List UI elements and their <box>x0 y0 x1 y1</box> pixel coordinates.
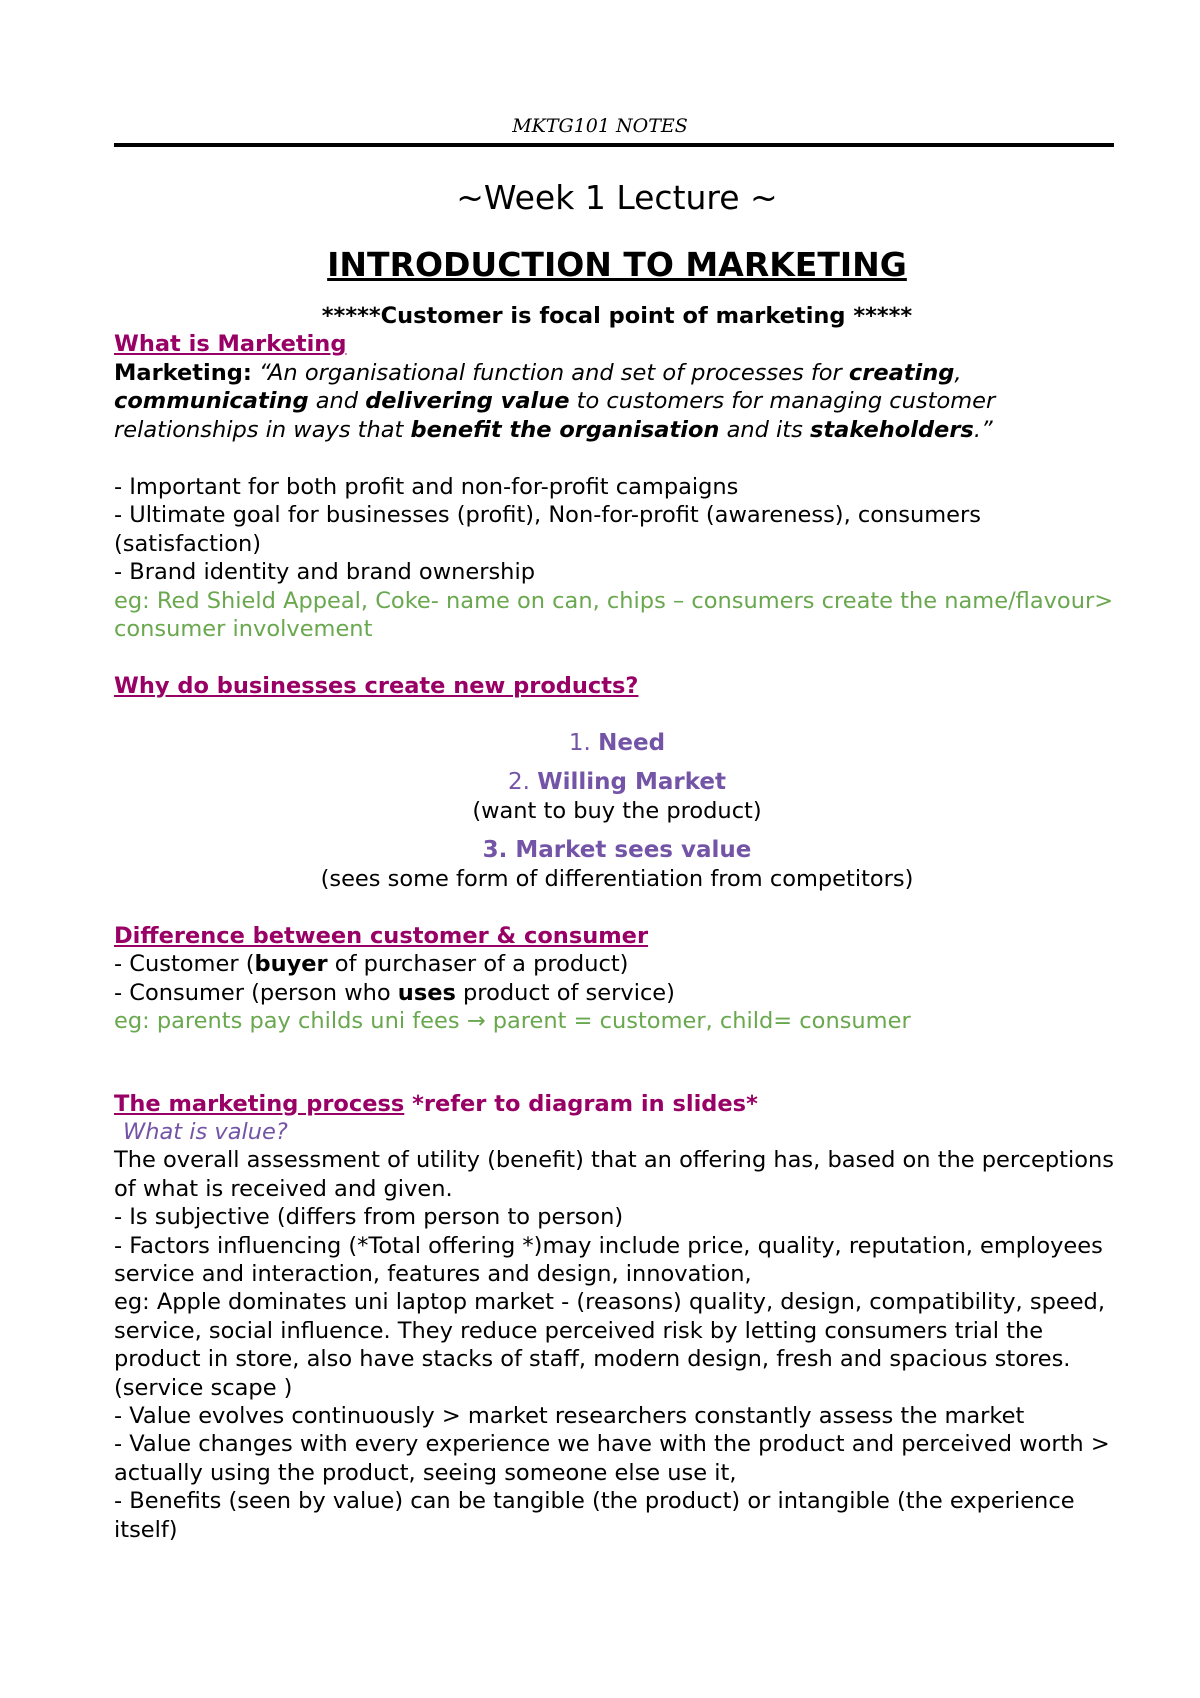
spacer <box>114 444 1120 473</box>
week-heading: ~Week 1 Lecture ~ <box>456 178 778 217</box>
spacer <box>114 825 1120 836</box>
definition-text: and its <box>719 416 811 443</box>
reason-label: Market sees value <box>515 837 752 864</box>
section-heading-text: The marketing process <box>114 1090 405 1117</box>
reason-label: Willing Market <box>537 769 727 796</box>
reason-number: 1. <box>568 729 591 756</box>
spacer <box>114 701 1120 729</box>
body-line: eg: Apple dominates uni laptop market - (reasons) quality, design, compatibility, speed, service, social influence. They reduce perceived risk by letting consumers trial the product in store, also have stacks of staff, modern design, fresh and spacious stores. (service scape ) <box>114 1289 1105 1401</box>
definition-emph: stakeholders <box>810 416 974 443</box>
bullet-line: - Ultimate goal for businesses (profit), Non-for-profit (awareness), consumers (satisfaction) <box>114 502 981 557</box>
section-heading-marketing-process <box>114 1090 1120 1118</box>
reason-subtext: (want to buy the product) <box>472 797 762 824</box>
definition-emph: delivering value <box>365 388 570 415</box>
reason-label: Need <box>598 729 666 756</box>
bullet-text: of purchaser of a product) <box>327 951 629 978</box>
spacer <box>114 1036 1120 1090</box>
section-heading-customer-vs-consumer: Difference between customer & consumer <box>114 922 649 949</box>
header-rule <box>114 143 1114 147</box>
definition-text: to customers for managing customer relationships in ways that <box>114 388 996 443</box>
body-line: - Benefits (seen by value) can be tangible (the product) or intangible (the experience itself) <box>114 1488 1075 1543</box>
marketing-definition <box>114 359 1120 444</box>
bullet-line-customer <box>114 950 1120 978</box>
section-heading-note: *refer to diagram in slides* <box>404 1090 758 1117</box>
section-heading-why-new-products: Why do businesses create new products? <box>114 673 639 700</box>
reason-number: 2. <box>507 769 530 796</box>
bullet-text: product of service) <box>455 979 675 1006</box>
bullet-line-consumer <box>114 979 1120 1007</box>
document-body <box>114 176 1120 1544</box>
focal-point-note: *****Customer is focal point of marketing ***** <box>321 303 913 329</box>
reason-item-market-sees-value <box>114 836 1120 864</box>
bullet-text: - Customer ( <box>114 951 255 978</box>
body-line: - Value evolves continuously > market researchers constantly assess the market <box>114 1403 1025 1429</box>
body-line: - Value changes with every experience we have with the product and perceived worth > actually using the product, seeing someone else use it, <box>114 1431 1110 1486</box>
definition-emph: communicating <box>114 388 309 415</box>
definition-text: , <box>954 359 962 386</box>
body-line: - Factors influencing (*Total offering *)may include price, quality, reputation, employees service and interaction, features and design, innovation, <box>114 1232 1103 1287</box>
definition-emph: benefit the organisation <box>410 416 720 443</box>
spacer <box>114 893 1120 922</box>
definition-emph: creating <box>848 359 955 386</box>
reason-number: 3. <box>482 837 508 864</box>
bullet-text: - Consumer (person who <box>114 979 398 1006</box>
spacer <box>114 643 1120 672</box>
body-line: - Is subjective (differs from person to person) <box>114 1204 624 1231</box>
body-line: The overall assessment of utility (benefit) that an offering has, based on the perceptions of what is received and given. <box>114 1147 1114 1202</box>
document-title: INTRODUCTION TO MARKETING <box>327 245 907 284</box>
definition-text: “An organisational function and set of processes for <box>251 359 849 386</box>
bullet-emph: buyer <box>254 951 328 978</box>
example-line: eg: parents pay childs uni fees → parent = customer, child= consumer <box>114 1008 911 1035</box>
subheading-what-is-value: What is value? <box>123 1118 288 1145</box>
spacer <box>114 757 1120 768</box>
definition-text: and <box>308 388 366 415</box>
section-heading-what-is-marketing: What is Marketing <box>114 331 347 358</box>
definition-text: .” <box>973 416 993 443</box>
reason-item-willing-market <box>114 768 1120 796</box>
reason-subtext: (sees some form of differentiation from competitors) <box>320 865 914 892</box>
reason-item-need <box>114 729 1120 757</box>
example-line: eg: Red Shield Appeal, Coke- name on can, chips – consumers create the name/flavour> consumer involvement <box>114 587 1114 643</box>
bullet-emph: uses <box>397 979 456 1006</box>
definition-label: Marketing: <box>114 359 252 386</box>
bullet-line: - Important for both profit and non-for-profit campaigns <box>114 474 739 501</box>
bullet-line: - Brand identity and brand ownership <box>114 559 535 586</box>
page-header: MKTG101 NOTES <box>512 115 688 137</box>
